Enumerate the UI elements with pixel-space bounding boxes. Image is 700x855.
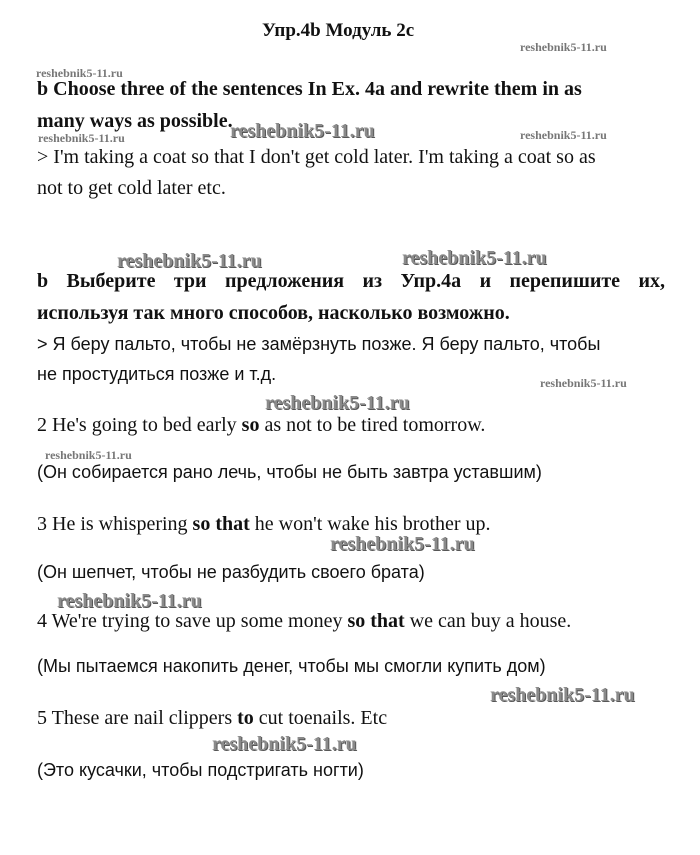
answer-text: we can buy a house. [404, 610, 572, 632]
russian-task-heading-line-2: используя так много способов, насколько возможно. [37, 302, 510, 324]
page-title: Упр.4b Модуль 2c [262, 20, 415, 41]
watermark: reshebnik5-11.ru [265, 392, 410, 414]
answer-keyword: to [237, 707, 254, 729]
english-example-line-1: > I'm taking a coat so that I don't get cold later. I'm taking a coat so as [37, 146, 596, 168]
answer-text: he won't wake his brother up. [249, 513, 491, 535]
answer-translation: (Он шепчет, чтобы не разбудить своего брата) [37, 562, 425, 582]
watermark: reshebnik5-11.ru [540, 376, 627, 390]
answer-sentence [37, 707, 387, 730]
watermark: reshebnik5-11.ru [45, 448, 132, 462]
russian-example-line-2: не простудиться позже и т.д. [37, 364, 277, 384]
english-example-line-2: not to get cold later etc. [37, 177, 226, 199]
watermark: reshebnik5-11.ru [38, 131, 125, 145]
watermark: reshebnik5-11.ru [117, 250, 262, 272]
answer-text: 2 He's going to bed early [37, 414, 242, 436]
english-task-heading-line-2: many ways as possible. [37, 110, 233, 132]
answer-text: 3 He is whispering [37, 513, 193, 535]
watermark: reshebnik5-11.ru [230, 120, 375, 142]
answer-sentence [37, 414, 485, 437]
answer-text: 4 We're trying to save up some money [37, 610, 348, 632]
watermark: reshebnik5-11.ru [212, 733, 357, 755]
answer-translation: (Это кусачки, чтобы подстригать ногти) [37, 760, 364, 780]
watermark: reshebnik5-11.ru [520, 128, 607, 142]
watermark: reshebnik5-11.ru [330, 533, 475, 555]
answer-text: as not to be tired tomorrow. [259, 414, 486, 436]
watermark: reshebnik5-11.ru [36, 66, 123, 80]
answer-keyword: so [241, 414, 260, 436]
answer-keyword: so that [347, 610, 405, 632]
answer-text: cut toenails. Etc [253, 707, 388, 729]
answer-translation: (Он собирается рано лечь, чтобы не быть завтра уставшим) [37, 462, 542, 482]
answer-sentence [37, 610, 571, 633]
answer-translation: (Мы пытаемся накопить денег, чтобы мы смогли купить дом) [37, 656, 546, 676]
answer-keyword: so that [192, 513, 250, 535]
watermark: reshebnik5-11.ru [57, 590, 202, 612]
watermark: reshebnik5-11.ru [520, 40, 607, 54]
russian-example-line-1: > Я беру пальто, чтобы не замёрзнуть позже. Я беру пальто, чтобы [37, 334, 601, 354]
watermark: reshebnik5-11.ru [490, 684, 635, 706]
answer-text: 5 These are nail clippers [37, 707, 238, 729]
watermark: reshebnik5-11.ru [402, 247, 547, 269]
english-task-heading-line-1: b Choose three of the sentences In Ex. 4a and rewrite them in as [37, 78, 582, 100]
russian-task-heading-line-1: b Выберите три предложения из Упр.4а и перепишите их, [37, 270, 665, 292]
